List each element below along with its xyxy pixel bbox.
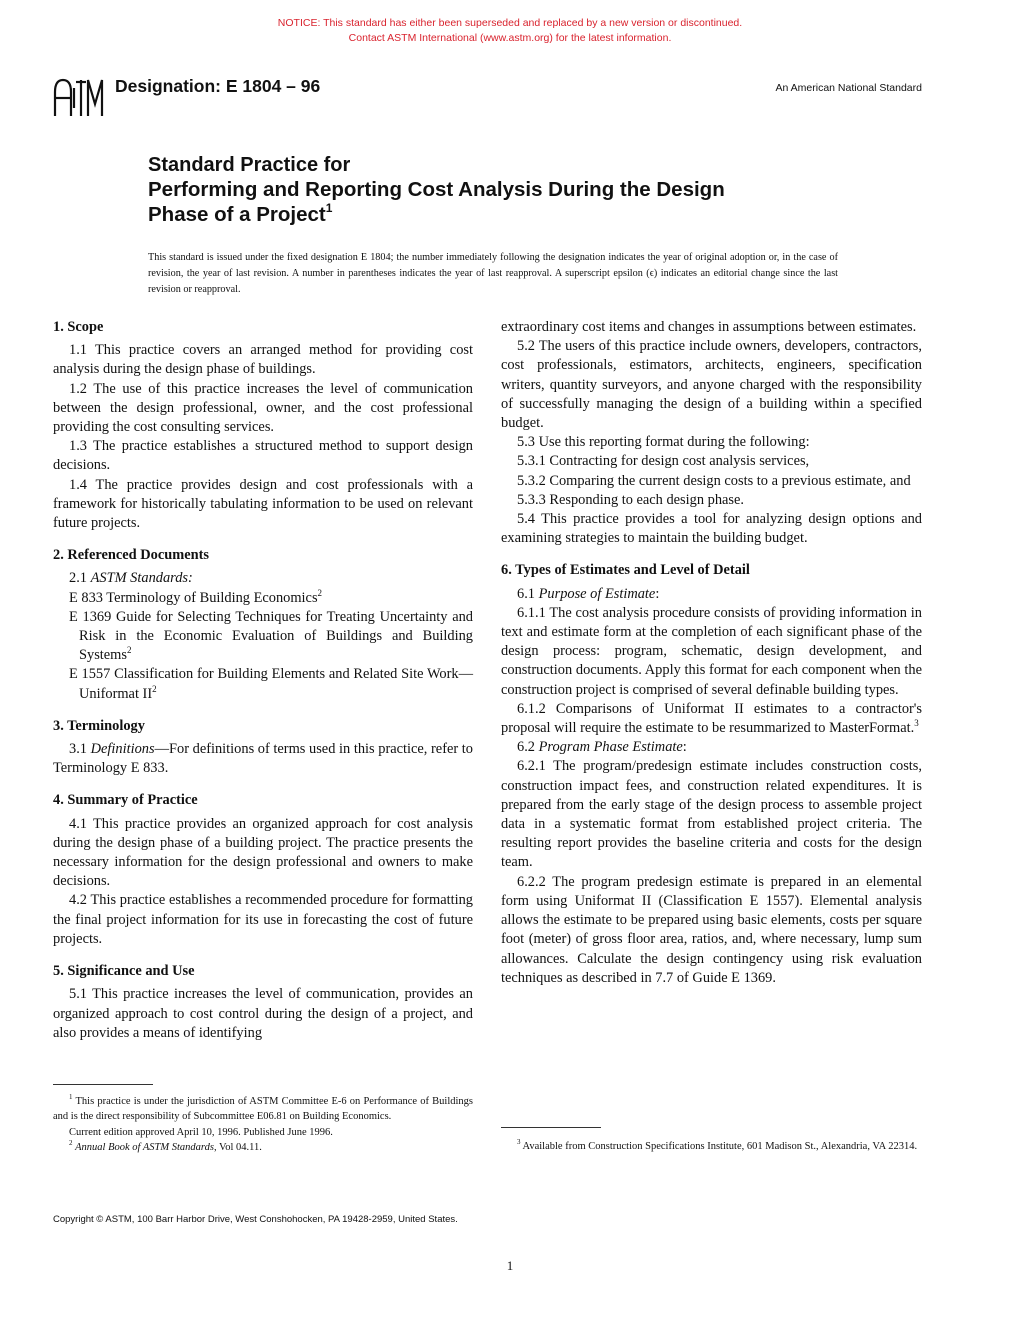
title-main-line-2-text: Phase of a Project — [148, 203, 326, 226]
paragraph-1-3: 1.3 The practice establishes a structured method to support design decisions. — [53, 438, 473, 474]
title-main-line-1: Performing and Reporting Cost Analysis During the Design — [148, 178, 725, 201]
paragraph-4-1: 4.1 This practice provides an organized approach for cost analysis during the design phase of a building project. The practice presents the necessary information for the design professional and owners to make decisions. — [53, 815, 473, 890]
footnote-1-text: This practice is under the jurisdiction of ASTM Committee E-6 on Performance of Buildings and is the direct responsibility of Subcommittee E06.81 on Building Economics. — [53, 1096, 474, 1123]
referenced-intro-num: 2.1 — [69, 570, 87, 587]
s61-num: 6.1 — [517, 585, 535, 602]
footnotes-right — [501, 1139, 922, 1154]
footnote-1-approval: Current edition approved April 10, 1996. Published June 1996. — [69, 1126, 333, 1138]
designation: Designation: E 1804 – 96 — [115, 76, 321, 96]
paragraph-5-2: 5.2 The users of this practice include owners, developers, contractors, cost professionals, estimators, architects, engineers, specification writers, quantity surveyors, and anyone charged with the responsibility of successfully managing the design of a building within a specified budget. — [501, 338, 922, 432]
paragraph-1-2: 1.2 The use of this practice increases the level of communication between the design professional, owner, and the cost professional providing the cost consulting services. — [53, 380, 473, 436]
page-number: 1 — [506, 1258, 514, 1273]
s612-note: 3 — [914, 718, 919, 729]
footnote-1 — [53, 1094, 473, 1125]
paragraph-3-1 — [53, 740, 473, 778]
title-footnote-mark: 1 — [325, 201, 333, 215]
footnote-2-mark: 2 — [69, 1138, 73, 1147]
american-national-standard: An American National Standard — [775, 82, 922, 94]
s62-num: 6.2 — [517, 739, 535, 756]
s61-label: Purpose of Estimate — [538, 585, 656, 602]
terminology-label: Definitions — [90, 741, 155, 758]
reference-e833 — [53, 589, 473, 608]
reference-text: E 1557 Classification for Building Elements and Related Site Work—Uniformat II — [69, 666, 473, 702]
paragraph-5-1-continued: extraordinary cost items and changes in assumptions between estimates. — [501, 319, 917, 335]
paragraph-5-1: 5.1 This practice increases the level of communication, provides an organized approach to cost control during the design of a project, and also provides a means of identifying — [53, 986, 473, 1041]
footnote-2-rest: , Vol 04.11. — [213, 1141, 262, 1153]
paragraph-1-1: 1.1 This practice covers an arranged method for providing cost analysis during the design phase of buildings. — [53, 342, 473, 378]
footnote-2-label: Annual Book of ASTM Standards — [75, 1141, 214, 1153]
footnote-3-mark: 3 — [517, 1138, 521, 1146]
reference-e1369 — [53, 608, 473, 666]
terminology-text: —For definitions of terms used in this practice, refer to Terminology E 833. — [53, 741, 473, 777]
section-heading-types: 6. Types of Estimates and Level of Detail — [501, 562, 750, 579]
paragraph-4-2: 4.2 This practice establishes a recommended procedure for formatting the final project information for its use in forecasting the cost of future projects. — [53, 892, 473, 947]
section-heading-terminology: 3. Terminology — [53, 717, 145, 734]
reference-note: 2 — [152, 683, 157, 694]
title-main-line-2 — [148, 202, 868, 227]
reference-e1557 — [53, 665, 473, 703]
footnotes-left — [53, 1094, 473, 1155]
superseded-notice — [0, 16, 1020, 46]
reference-text: E 833 Terminology of Building Economics — [69, 589, 318, 606]
right-column — [501, 318, 922, 988]
section-heading-scope: 1. Scope — [53, 319, 104, 335]
section-heading-significance: 5. Significance and Use — [53, 963, 195, 980]
paragraph-6-1-2 — [501, 700, 922, 738]
left-column — [53, 318, 473, 1043]
title-main — [148, 177, 868, 227]
logo-text: ASTM — [78, 118, 81, 119]
footnote-rule-left — [53, 1084, 153, 1085]
referenced-intro — [53, 569, 473, 588]
paragraph-6-2: 6.2 Program Phase Estimate: — [517, 739, 687, 756]
issue-note: This standard is issued under the fixed designation E 1804; the number immediately following the designation indicates the year of original adoption or, in the case of revision, the year of last revision. A number in parentheses indicates the year of last reapproval. A superscript epsilon (ϵ) indicates an editorial change since the last revision or reapproval. — [148, 252, 838, 295]
s612-text: 6.1.2 Comparisons of Uniformat II estimates to a contractor's proposal will require the estimate to be resummarized to MasterFormat. — [501, 700, 922, 737]
paragraph-6-1: 6.1 Purpose of Estimate: — [517, 585, 660, 602]
paragraph-5-3-2: 5.3.2 Comparing the current design costs to a previous estimate, and — [517, 472, 911, 489]
section-heading-referenced: 2. Referenced Documents — [53, 547, 209, 564]
reference-note: 2 — [317, 587, 323, 598]
footnote-3 — [501, 1139, 922, 1154]
title-block — [148, 153, 868, 227]
paragraph-5-3-3: 5.3.3 Responding to each design phase. — [517, 491, 745, 508]
footnote-1-mark: 1 — [69, 1093, 73, 1101]
paragraph-6-2-2: 6.2.2 The program predesign estimate is prepared in an elemental form using Uniformat II (Classification E 1557). Elemental analysis allows the estimate to be prepared using basic elements, costs per square foot (meter) of gross floor area, ratios, and, where necessary, lump sum allowances. Calculate the design contingency using risk evaluation techniques as described in 7.7 of Guide E 1369. — [501, 873, 922, 986]
terminology-num: 3.1 — [69, 741, 87, 758]
paragraph-5-4: 5.4 This practice provides a tool for analyzing design options and examining strategies to maintain the building budget. — [501, 511, 922, 547]
title-line-1: Standard Practice for — [148, 154, 351, 176]
footnote-rule-right — [501, 1127, 601, 1128]
astm-logo — [52, 74, 104, 120]
footnote-2 — [53, 1140, 473, 1155]
referenced-intro-label: ASTM Standards: — [90, 570, 193, 587]
notice-line-1: NOTICE: This standard has either been superseded and replaced by a new version or discontinued. — [277, 17, 743, 29]
paragraph-5-3-1: 5.3.1 Contracting for design cost analysis services, — [517, 453, 810, 470]
paragraph-5-3: 5.3 Use this reporting format during the following: — [517, 434, 810, 451]
reference-text: E 1369 Guide for Selecting Techniques for Treating Uncertainty and Risk in the Economic Evaluation of Buildings and Building Systems — [69, 608, 473, 664]
section-heading-summary: 4. Summary of Practice — [53, 792, 198, 809]
paragraph-6-1-1: 6.1.1 The cost analysis procedure consists of providing information in text and estimate form at the completion of each significant phase of the design process: program, schematic, design development, and construction documents. Apply this format for each component when the construction project is comprised of several definable building types. — [501, 604, 922, 698]
paragraph-1-4: 1.4 The practice provides design and cost professionals with a framework for historically tabulating information to be used on relevant future projects. — [53, 476, 473, 532]
footnote-3-text: Available from Construction Specifications Institute, 601 Madison St., Alexandria, VA 22314. — [522, 1141, 918, 1152]
paragraph-6-2-1: 6.2.1 The program/predesign estimate includes construction costs, construction impact fees, and construction related expenditures. It is prepared from the early stage of the design process to assemble project data in a systematic format from established project criteria. The resulting report provides the baseline criteria and costs for the design team. — [501, 758, 922, 871]
reference-note: 2 — [126, 645, 132, 656]
s62-label: Program Phase Estimate — [538, 739, 683, 756]
notice-line-2: Contact ASTM International (www.astm.org) for the latest information. — [348, 32, 672, 44]
copyright: Copyright © ASTM, 100 Barr Harbor Drive, West Conshohocken, PA 19428-2959, United States. — [53, 1214, 458, 1225]
